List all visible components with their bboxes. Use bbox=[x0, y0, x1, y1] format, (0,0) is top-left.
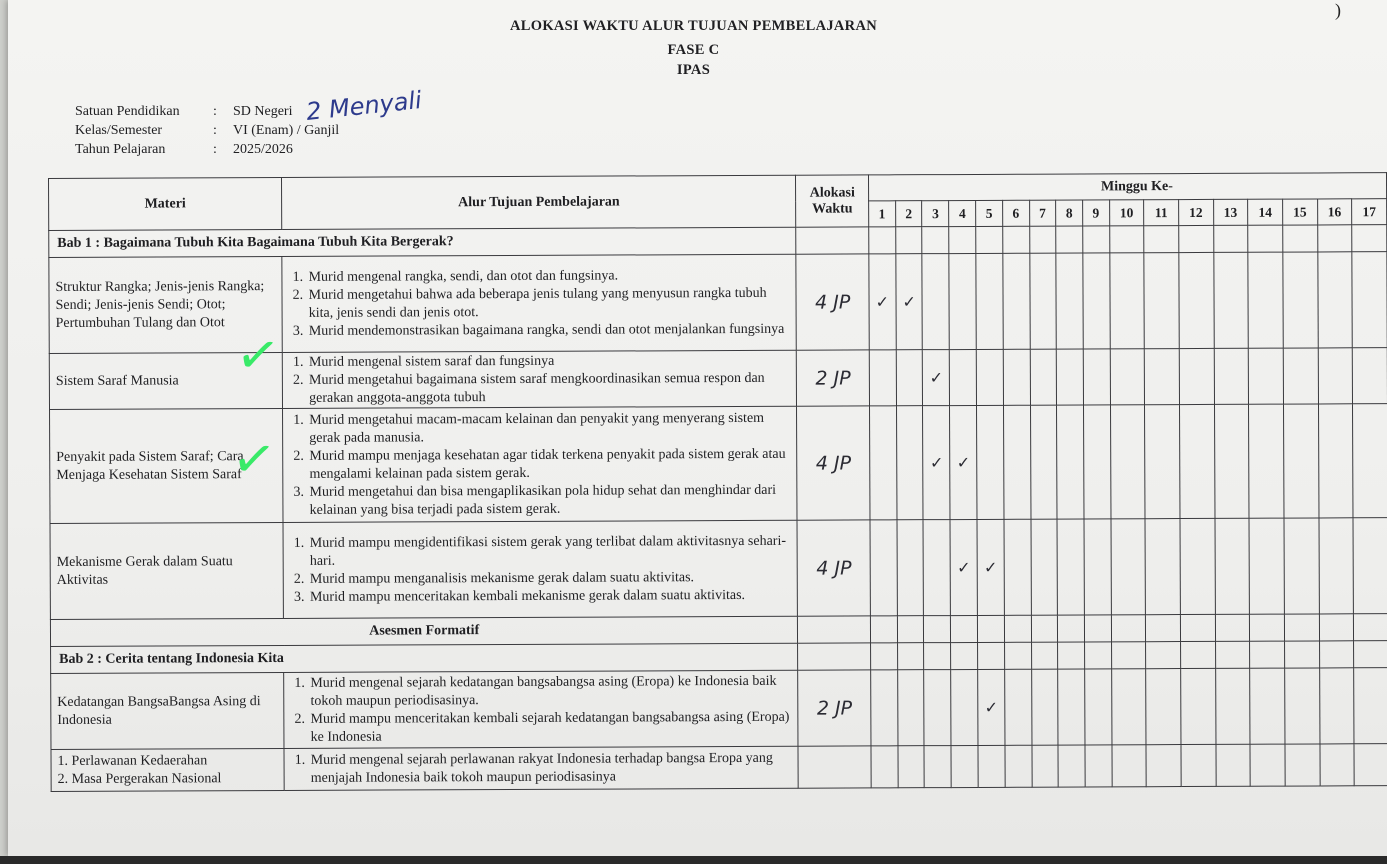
header-week-9: 9 bbox=[1082, 200, 1109, 226]
week-cell bbox=[1083, 226, 1110, 253]
week-cell bbox=[1144, 226, 1179, 253]
atp-cell bbox=[282, 350, 797, 408]
meta-value: 2025/2026 bbox=[233, 142, 293, 157]
materi-text: Sistem Saraf Manusia bbox=[55, 372, 179, 389]
week-check-cell bbox=[1318, 518, 1353, 614]
week-check-cell bbox=[1004, 519, 1031, 615]
week-cell bbox=[1248, 225, 1283, 252]
week-check-cell bbox=[1145, 519, 1180, 615]
week-check-cell bbox=[1083, 405, 1110, 519]
week-check-cell bbox=[1283, 252, 1318, 348]
header-materi: Materi bbox=[49, 177, 282, 230]
week-check-cell bbox=[1317, 252, 1352, 348]
week-check-cell bbox=[1058, 669, 1085, 745]
week-check-cell bbox=[1110, 349, 1145, 405]
week-check-cell bbox=[1318, 348, 1353, 404]
meta-label: Satuan Pendidikan bbox=[75, 104, 180, 119]
week-check-cell bbox=[923, 520, 950, 616]
week-check-cell bbox=[896, 350, 923, 406]
week-check-cell bbox=[1029, 253, 1056, 349]
week-check-cell bbox=[1214, 404, 1249, 518]
week-check-cell bbox=[1003, 253, 1030, 349]
week-check-cell bbox=[1030, 405, 1057, 519]
week-cell bbox=[1213, 225, 1248, 252]
week-check-cell bbox=[1112, 745, 1147, 787]
week-check-cell bbox=[897, 520, 924, 616]
header-week-12: 12 bbox=[1178, 199, 1213, 225]
meta-label: Kelas/Semester bbox=[75, 123, 163, 138]
week-check-cell: ✓ bbox=[950, 519, 977, 615]
week-check-cell bbox=[1110, 405, 1145, 519]
week-cell bbox=[897, 643, 924, 670]
week-cell bbox=[1319, 614, 1354, 641]
week-cell bbox=[1215, 614, 1250, 641]
week-cell bbox=[870, 643, 897, 670]
week-cell bbox=[1029, 226, 1056, 253]
week-check-cell bbox=[1085, 669, 1112, 745]
week-check-cell bbox=[1179, 348, 1214, 404]
week-cell bbox=[977, 615, 1004, 642]
week-cell bbox=[922, 227, 949, 254]
week-cell bbox=[1317, 225, 1352, 252]
week-cell bbox=[1031, 615, 1058, 642]
week-cell bbox=[1179, 225, 1214, 252]
week-check-cell bbox=[1353, 518, 1387, 614]
atp-list bbox=[290, 672, 792, 746]
week-cell bbox=[1084, 615, 1111, 642]
atp-list bbox=[290, 532, 792, 606]
header-week-1: 1 bbox=[869, 201, 896, 227]
week-cell bbox=[1283, 225, 1318, 252]
atp-list bbox=[291, 749, 792, 787]
week-cell bbox=[1031, 642, 1058, 669]
alokasi-cell bbox=[798, 746, 871, 788]
week-check-cell: ✓ bbox=[869, 254, 896, 350]
week-check-cell bbox=[977, 405, 1004, 519]
doc-title-line1: ALOKASI WAKTU ALUR TUJUAN PEMBELAJARAN bbox=[510, 18, 877, 34]
atp-cell bbox=[284, 670, 799, 748]
week-check-cell bbox=[949, 253, 976, 349]
week-check-cell bbox=[1109, 253, 1144, 349]
meta-colon: : bbox=[213, 123, 217, 138]
week-check-cell bbox=[1352, 252, 1387, 348]
atp-item: 1. Murid mengenal sejarah perlawanan rakyat Indonesia terhadap bangsa Eropa yang menjajah Indonesia baik tokoh maupun periodisasinya bbox=[309, 749, 792, 787]
week-check-cell: ✓ bbox=[896, 254, 923, 350]
week-check-cell bbox=[871, 746, 898, 788]
header-week-13: 13 bbox=[1213, 199, 1248, 225]
week-check-cell bbox=[1249, 518, 1284, 614]
week-cell bbox=[924, 616, 951, 643]
empty-cell bbox=[796, 227, 869, 254]
week-cell bbox=[1146, 642, 1181, 669]
header-minggu: Minggu Ke- bbox=[868, 173, 1386, 201]
week-check-cell bbox=[1146, 745, 1181, 787]
week-cell bbox=[1284, 614, 1319, 641]
header-week-16: 16 bbox=[1317, 199, 1352, 225]
header-alokasi-line1: Alokasi bbox=[809, 184, 855, 201]
week-cell bbox=[951, 642, 978, 669]
week-cell bbox=[1352, 225, 1387, 252]
atp-cell bbox=[284, 746, 799, 790]
school-name-handwritten: 2 Menyali bbox=[304, 86, 423, 126]
week-check-cell bbox=[1031, 519, 1058, 615]
corner-mark: ) bbox=[1335, 0, 1341, 20]
materi-text: Penyakit pada Sistem Saraf; Cara Menjaga Kesehatan Sistem Saraf bbox=[56, 448, 244, 483]
week-check-cell bbox=[870, 520, 897, 616]
week-check-cell bbox=[1003, 349, 1030, 405]
week-check-cell bbox=[1283, 404, 1318, 518]
header-alokasi-line2: Waktu bbox=[812, 200, 853, 217]
week-check-cell bbox=[1214, 348, 1249, 404]
atp-item: 2. Murid mampu menjaga kesehatan agar tidak terkena penyakit pada sistem gerak atau mengalami kelainan pada sistem gerak. bbox=[307, 445, 790, 483]
atp-item: 3. Murid mampu menceritakan kembali mekanisme gerak dalam suatu aktivitas. bbox=[308, 586, 791, 606]
week-check-cell bbox=[1180, 518, 1215, 614]
week-cell bbox=[978, 642, 1005, 669]
atp-item: 3. Murid mendemonstrasikan bagaimana rangka, sendi dan otot menjalankan fungsinya bbox=[307, 320, 790, 340]
week-check-cell bbox=[1181, 668, 1216, 744]
week-check-cell bbox=[1284, 668, 1319, 744]
week-check-cell bbox=[1030, 349, 1057, 405]
materi-cell bbox=[50, 522, 284, 619]
week-check-cell bbox=[1215, 668, 1250, 744]
week-cell bbox=[1319, 641, 1354, 668]
atp-item: 3. Murid mengetahui dan bisa mengaplikasikan pola hidup sehat dan menghindar dari kelainan yang bisa terjadi pada sistem gerak. bbox=[307, 481, 790, 519]
week-cell bbox=[897, 616, 924, 643]
materi-line: 2. Masa Pergerakan Nasional bbox=[57, 770, 222, 787]
header-alokasi bbox=[796, 175, 869, 227]
doc-title-line2: FASE C bbox=[667, 42, 720, 58]
week-check-cell bbox=[1056, 253, 1083, 349]
alokasi-cell: 4 JP bbox=[796, 254, 869, 350]
header-week-5: 5 bbox=[976, 200, 1003, 226]
week-cell bbox=[1004, 615, 1031, 642]
week-check-cell bbox=[978, 745, 1005, 787]
week-check-cell bbox=[1111, 669, 1146, 745]
week-check-cell bbox=[1283, 348, 1318, 404]
week-check-cell bbox=[924, 746, 951, 788]
header-week-11: 11 bbox=[1144, 200, 1179, 226]
week-cell bbox=[870, 616, 897, 643]
materi-line: 1. Perlawanan Kedaerahan bbox=[57, 752, 208, 769]
alokasi-cell: 4 JP bbox=[797, 406, 870, 520]
alokasi-cell: 4 JP bbox=[797, 520, 870, 616]
week-cell bbox=[1109, 226, 1144, 253]
week-cell bbox=[949, 226, 976, 253]
week-check-cell bbox=[1213, 252, 1248, 348]
week-cell bbox=[951, 615, 978, 642]
week-check-cell bbox=[1083, 349, 1110, 405]
header-week-14: 14 bbox=[1248, 199, 1283, 225]
week-cell bbox=[1250, 641, 1285, 668]
week-check-cell bbox=[1004, 669, 1031, 745]
desk-edge bbox=[0, 856, 1387, 864]
doc-title-line3: IPAS bbox=[676, 62, 711, 78]
header-week-7: 7 bbox=[1029, 200, 1056, 226]
week-check-cell bbox=[976, 349, 1003, 405]
materi-cell bbox=[51, 748, 284, 791]
atp-item: 2. Murid mengetahui bahwa ada beberapa jenis tulang yang menyusun rangka tubuh kita, jenis sendi dan jenis otot. bbox=[307, 284, 790, 322]
week-check-cell bbox=[1083, 253, 1110, 349]
bab-2-heading: Bab 2 : Cerita tentang Indonesia Kita bbox=[51, 643, 799, 673]
atp-item: 1. Murid mengenal rangka, sendi, dan otot dan fungsinya. bbox=[307, 266, 790, 286]
atp-item: 2. Murid mampu menganalisis mekanisme gerak dalam suatu aktivitas. bbox=[308, 568, 791, 588]
week-check-cell bbox=[1057, 519, 1084, 615]
week-cell bbox=[1111, 642, 1146, 669]
atp-item: 1. Murid mengenal sistem saraf dan fungsinya bbox=[307, 351, 790, 371]
week-check-cell bbox=[922, 254, 949, 350]
week-check-cell bbox=[1284, 518, 1319, 614]
meta-value: VI (Enam) / Ganjil bbox=[233, 123, 340, 138]
week-check-cell bbox=[1111, 519, 1146, 615]
week-check-cell bbox=[1319, 744, 1354, 786]
week-check-cell bbox=[1056, 349, 1083, 405]
materi-text: Struktur Rangka; Jenis-jenis Rangka; Sendi; Jenis-jenis Sendi; Otot; Pertumbuhan Tulang dan Otot bbox=[55, 278, 265, 331]
alokasi-cell: 2 JP bbox=[798, 670, 871, 746]
week-check-cell bbox=[1179, 252, 1214, 348]
asesmen-formatif-row: Asesmen Formatif bbox=[50, 616, 798, 646]
atp-item: 1. Murid mengetahui macam-macam kelainan dan penyakit yang menyerang sistem gerak pada manusia. bbox=[307, 409, 790, 447]
week-check-cell bbox=[1354, 668, 1387, 744]
bab-1-heading: Bab 1 : Bagaimana Tubuh Kita Bagaimana Tubuh Kita Bergerak? bbox=[49, 227, 797, 257]
atp-cell bbox=[282, 254, 797, 352]
week-cell bbox=[1354, 614, 1387, 641]
week-check-cell bbox=[1085, 745, 1112, 787]
meta-label: Tahun Pelajaran bbox=[75, 142, 166, 157]
week-check-cell: ✓ bbox=[978, 669, 1005, 745]
atp-item: 2. Murid mampu menceritakan kembali sejarah kedatangan bangsabangsa asing (Eropa) ke Indonesia bbox=[308, 708, 791, 746]
atp-cell bbox=[283, 520, 798, 618]
week-check-cell bbox=[1216, 744, 1251, 786]
week-cell bbox=[1056, 226, 1083, 253]
meta-value: SD Negeri bbox=[233, 104, 293, 119]
week-check-cell bbox=[1181, 744, 1216, 786]
empty-cell bbox=[798, 643, 871, 670]
week-check-cell bbox=[1248, 348, 1283, 404]
materi-cell bbox=[51, 672, 284, 749]
week-cell bbox=[1180, 641, 1215, 668]
green-check-mark-1: ✓ bbox=[232, 323, 284, 389]
week-check-cell bbox=[1003, 405, 1030, 519]
week-check-cell bbox=[1354, 744, 1387, 786]
week-cell bbox=[1004, 642, 1031, 669]
week-cell bbox=[1003, 226, 1030, 253]
atp-list bbox=[289, 266, 791, 340]
week-check-cell bbox=[1250, 668, 1285, 744]
week-check-cell bbox=[1146, 669, 1181, 745]
week-cell bbox=[1215, 641, 1250, 668]
week-check-cell bbox=[1249, 404, 1284, 518]
header-week-4: 4 bbox=[949, 200, 976, 226]
week-cell bbox=[869, 227, 896, 254]
week-check-cell bbox=[898, 746, 925, 788]
materi-text: Kedatangan BangsaBangsa Asing di Indonesia bbox=[57, 693, 261, 728]
week-check-cell bbox=[1215, 518, 1250, 614]
week-cell bbox=[1058, 642, 1085, 669]
atp-item: 1. Murid mampu mengidentifikasi sistem gerak yang terlibat dalam aktivitasnya sehari-hari. bbox=[308, 532, 791, 570]
header-week-10: 10 bbox=[1109, 200, 1144, 226]
meta-colon: : bbox=[213, 104, 217, 119]
week-check-cell bbox=[1144, 253, 1179, 349]
week-cell bbox=[1354, 641, 1387, 668]
green-check-mark-2: ✓ bbox=[228, 427, 280, 493]
alokasi-cell: 2 JP bbox=[797, 350, 870, 406]
atp-list bbox=[289, 409, 791, 519]
week-check-cell bbox=[1031, 745, 1058, 787]
materi-text: Mekanisme Gerak dalam Suatu Aktivitas bbox=[56, 553, 233, 588]
week-check-cell: ✓ bbox=[950, 405, 977, 519]
week-check-cell bbox=[1179, 404, 1214, 518]
week-check-cell bbox=[1353, 404, 1387, 518]
header-week-15: 15 bbox=[1282, 199, 1317, 225]
atp-list bbox=[289, 351, 791, 407]
week-check-cell: ✓ bbox=[923, 350, 950, 406]
week-cell bbox=[1084, 642, 1111, 669]
week-cell bbox=[976, 226, 1003, 253]
week-check-cell bbox=[950, 349, 977, 405]
week-cell bbox=[1250, 614, 1285, 641]
week-cell bbox=[1111, 615, 1146, 642]
week-check-cell bbox=[951, 669, 978, 745]
header-atp: Alur Tujuan Pembelajaran bbox=[282, 175, 797, 229]
week-check-cell bbox=[924, 670, 951, 746]
atp-item: 1. Murid mengenal sejarah kedatangan bangsabangsa asing (Eropa) ke Indonesia baik tokoh maupun periodisasinya. bbox=[308, 672, 791, 710]
week-check-cell bbox=[871, 670, 898, 746]
header-week-17: 17 bbox=[1352, 199, 1387, 225]
atp-cell bbox=[283, 406, 798, 522]
week-check-cell: ✓ bbox=[923, 406, 950, 520]
week-check-cell bbox=[976, 253, 1003, 349]
atp-item: 2. Murid mengetahui bagaimana sistem saraf mengkoordinasikan semua respon dan gerakan anggota-anggota tubuh bbox=[307, 369, 790, 407]
week-check-cell bbox=[1057, 405, 1084, 519]
week-check-cell bbox=[1144, 349, 1179, 405]
week-check-cell bbox=[1285, 744, 1320, 786]
week-check-cell bbox=[1145, 405, 1180, 519]
week-check-cell bbox=[1250, 744, 1285, 786]
week-check-cell bbox=[869, 350, 896, 406]
week-check-cell bbox=[1318, 404, 1353, 518]
week-check-cell bbox=[897, 670, 924, 746]
header-week-3: 3 bbox=[922, 201, 949, 227]
week-check-cell: ✓ bbox=[977, 519, 1004, 615]
week-cell bbox=[924, 643, 951, 670]
header-week-6: 6 bbox=[1002, 200, 1029, 226]
week-check-cell bbox=[1319, 668, 1354, 744]
week-check-cell bbox=[1005, 745, 1032, 787]
week-cell bbox=[1058, 615, 1085, 642]
week-cell bbox=[895, 227, 922, 254]
week-cell bbox=[1146, 615, 1181, 642]
meta-colon: : bbox=[213, 142, 217, 157]
week-cell bbox=[1284, 641, 1319, 668]
header-week-8: 8 bbox=[1056, 200, 1083, 226]
header-week-2: 2 bbox=[895, 201, 922, 227]
week-cell bbox=[1180, 614, 1215, 641]
empty-cell bbox=[798, 616, 871, 643]
week-check-cell bbox=[951, 745, 978, 787]
week-check-cell bbox=[896, 406, 923, 520]
week-check-cell bbox=[1031, 669, 1058, 745]
week-check-cell bbox=[1058, 745, 1085, 787]
week-check-cell bbox=[1248, 252, 1283, 348]
week-check-cell bbox=[1352, 348, 1387, 404]
week-check-cell bbox=[869, 406, 896, 520]
week-check-cell bbox=[1084, 519, 1111, 615]
